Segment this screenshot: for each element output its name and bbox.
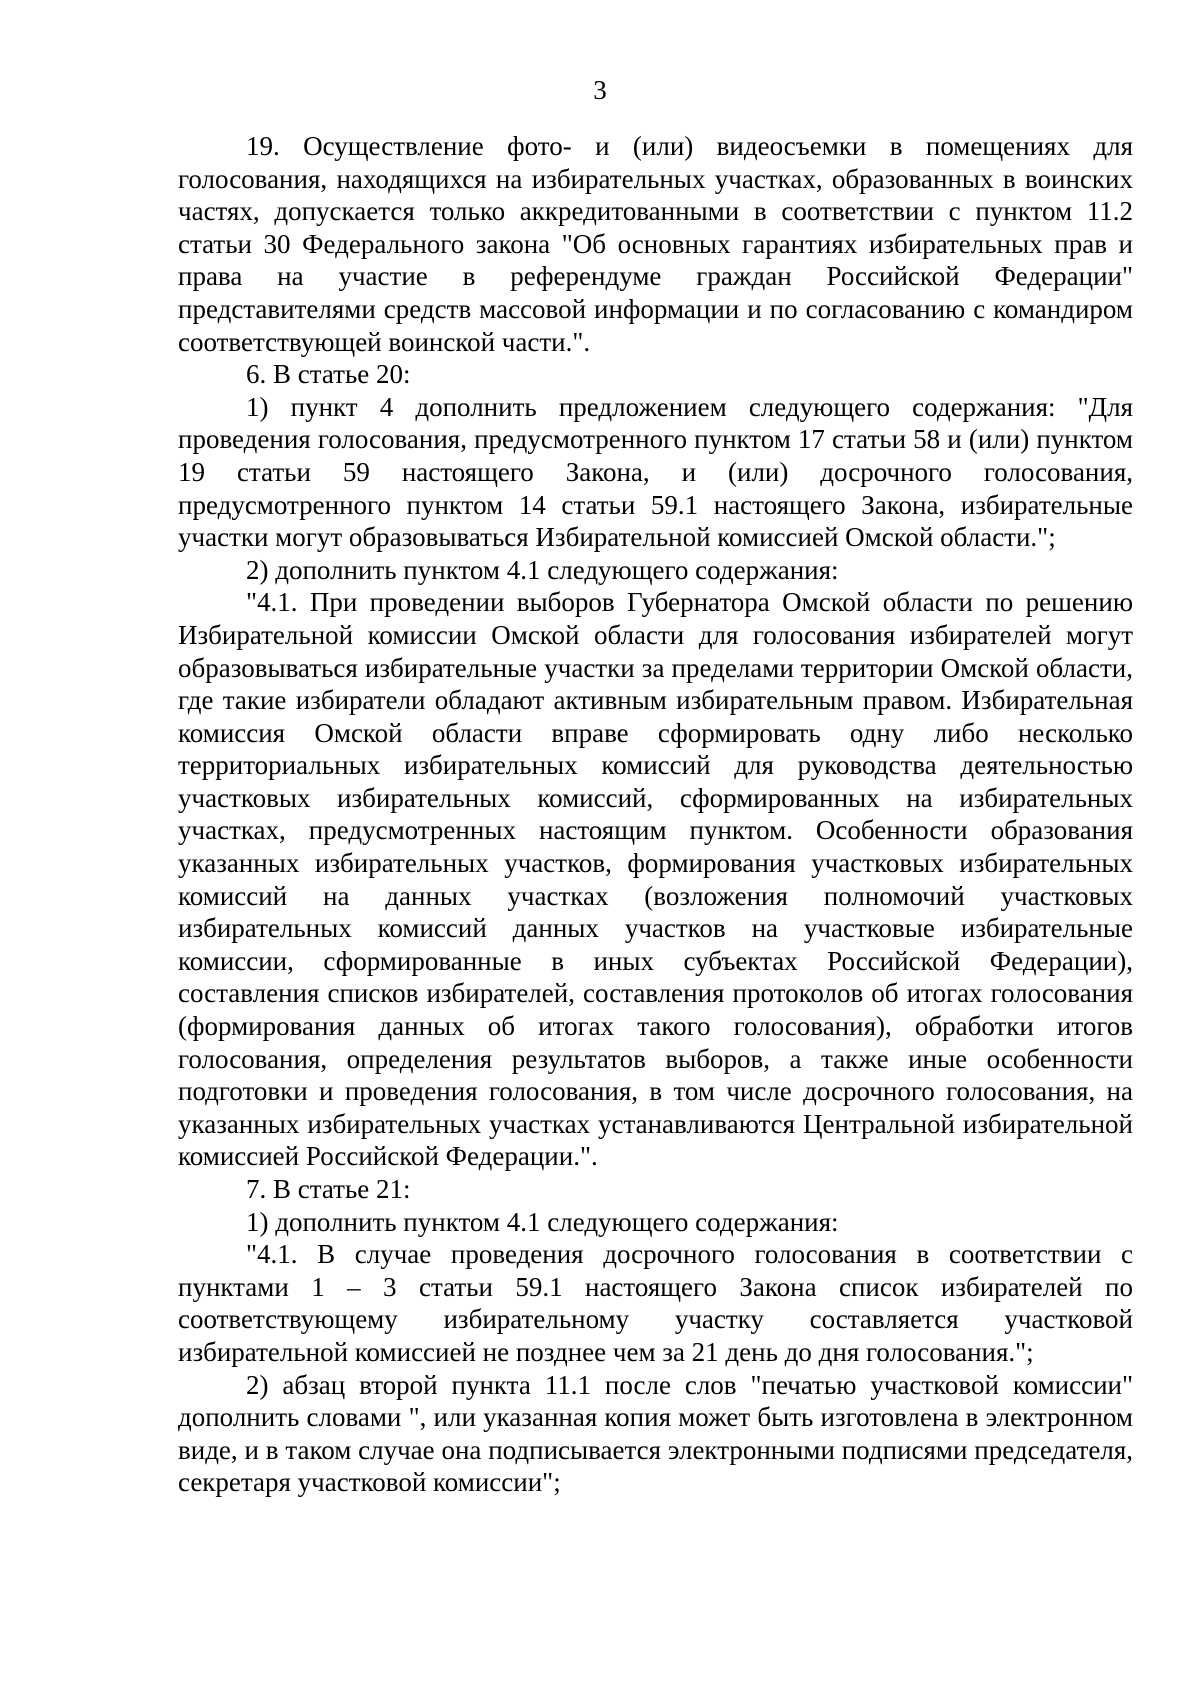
paragraph-article-21-heading: 7. В статье 21:	[246, 1174, 411, 1204]
paragraph-article-20-point-1: 1) пункт 4 дополнить предложением следующего содержания: "Для проведения голосования, предусмотренного пунктом 17 статьи 58 и (или) пунктом 19 статьи 59 настоящего Закона, и (или) досрочного голосования, предусмотренного пунктом 14 статьи 59.1 настоящего Закона, избирательные участки могут образовываться Избирательной комиссией Омской области.";	[178, 391, 1133, 553]
paragraph-article-21-point-1: 1) дополнить пунктом 4.1 следующего содержания:	[246, 1206, 839, 1237]
paragraph-article-20-point-2: 2) дополнить пунктом 4.1 следующего содержания:	[246, 554, 839, 585]
paragraph-point-4-1-elections: "4.1. При проведении выборов Губернатора Омской области по решению Избирательной комиссии Омской области для голосования избирателей могут образовываться избирательные участки за пределами территории Омской области, где такие избиратели обладают активным избирательным правом. Избирательная комиссия Омской области вправе сформировать одну либо несколько территориальных избирательных комиссий для руководства деятельностью участковых избирательных комиссий, сформированных на избирательных участках, предусмотренных настоящим пунктом. Особенности образования указанных избирательных участков, формирования участковых избирательных комиссий на данных участках (возложения полномочий участковых избирательных комиссий данных участков на участковые избирательные комиссии, сформированные в иных субъектах Российской Федерации), составления списков избирателей, составления протоколов об итогах голосования (формирования данных об итогах такого голосования), обработки итогов голосования, определения результатов выборов, а также иные особенности подготовки и проведения голосования, в том числе досрочного голосования, на указанных избирательных участках устанавливаются Центральной избирательной комиссией Российской Федерации.".	[178, 587, 1133, 1172]
document-body	[178, 130, 1133, 1499]
paragraph-article-20-heading: 6. В статье 20:	[246, 359, 411, 390]
page-number: 3	[593, 75, 607, 105]
paragraph-article-21-point-2: 2) абзац второй пункта 11.1 после слов "печатью участковой комиссии" дополнить словами ", или указанная копия может быть изготовлена в электронном виде, и в таком случае она подписывается электронными подписями председателя, секретаря участковой комиссии";	[178, 1369, 1133, 1498]
paragraph-item-19: 19. Осуществление фото- и (или) видеосъемки в помещениях для голосования, находящихся на избирательных участках, образованных в воинских частях, допускается только аккредитованными в соответствии с пунктом 11.2 статьи 30 Федерального закона "Об основных гарантиях избирательных прав и права на участие в референдуме граждан Российской Федерации" представителями средств массовой информации и по согласованию с командиром соответствующей воинской части.".	[178, 131, 1133, 357]
paragraph-point-4-1-early-voting: "4.1. В случае проведения досрочного голосования в соответствии с пунктами 1 – 3 статьи 59.1 настоящего Закона список избирателей по соответствующему избирательному участку составляется участковой избирательной комиссией не позднее чем за 21 день до дня голосования.";	[178, 1239, 1133, 1367]
